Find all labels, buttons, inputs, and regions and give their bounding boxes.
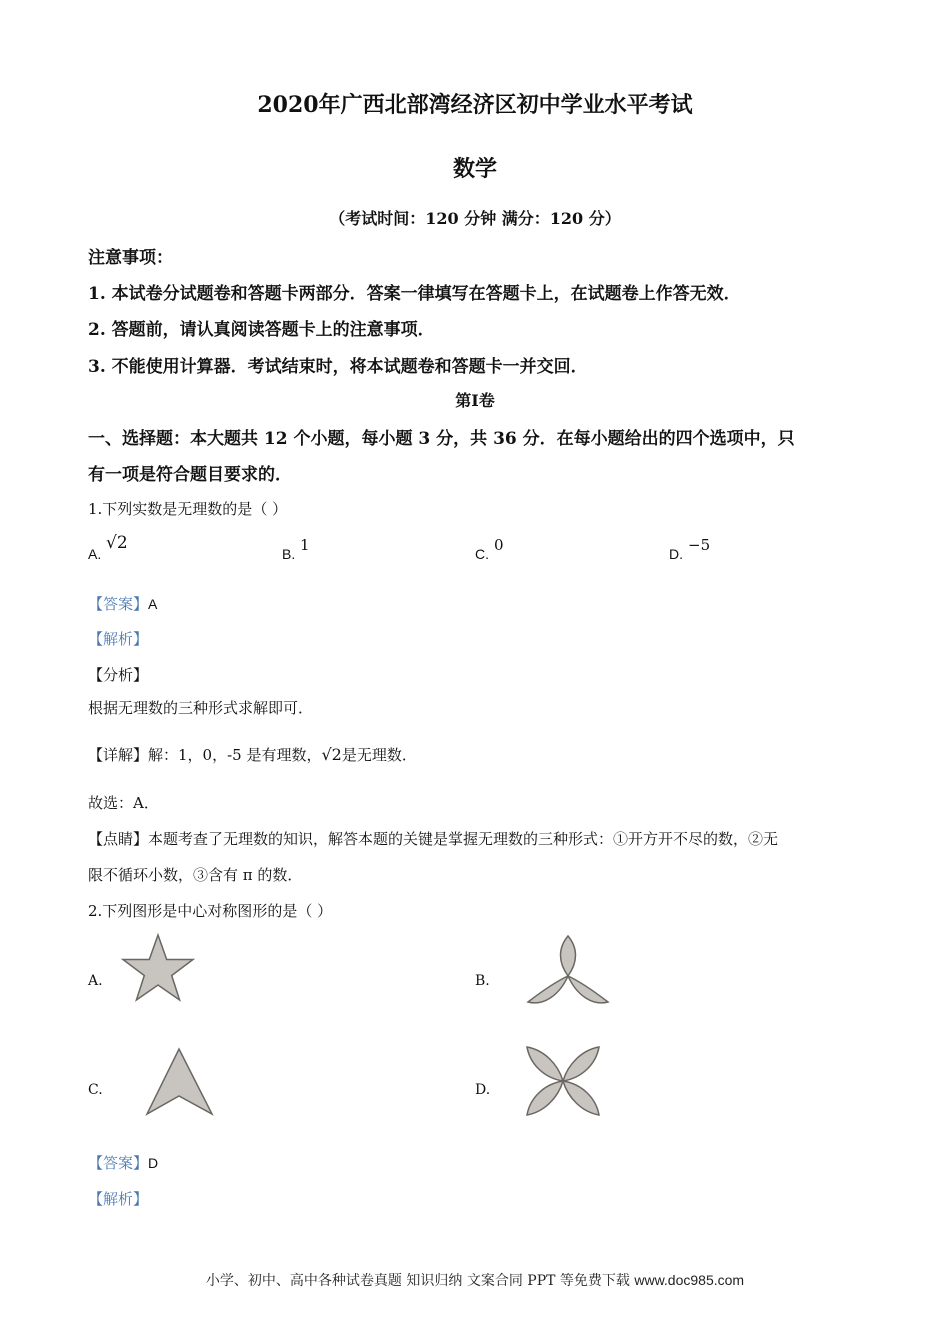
q1-answer [88, 593, 157, 614]
q1-analysis-tag: 【解析】 [88, 630, 149, 648]
page-footer [0, 1270, 950, 1290]
subject-title: 数学 [452, 156, 497, 182]
q1-stem: 1.下列实数是无理数的是（ ） [88, 500, 288, 518]
exam-title: 2020年广西北部湾经济区初中学业水平考试 [257, 92, 693, 118]
exam-info: （考试时间：120 分钟 满分：120 分） [329, 209, 621, 228]
q1-option-c-value: 0 [494, 536, 504, 554]
footer-text: 小学、初中、高中各种试卷真题 知识归纳 文案合同 PPT 等免费下载 [205, 1273, 630, 1289]
three-petal-icon [525, 934, 611, 1006]
dianjing-tag: 【点睛】 [88, 830, 149, 848]
q1-option-c-label: C. [475, 546, 489, 562]
detail-sqrt: √2 [321, 745, 342, 764]
q2-option-d-label: D. [475, 1082, 491, 1098]
q1-option-b-label: B. [282, 546, 296, 562]
q1-dianjing [88, 828, 778, 849]
section-instructions-line-1: 一、选择题：本大题共 12 个小题，每小题 3 分，共 36 分．在每小题给出的四个选项中，只 [88, 429, 795, 449]
detail-pre: 解：1，0，-5 是有理数， [148, 746, 322, 764]
notes-heading: 注意事项： [88, 248, 173, 268]
note-item-1: 1. 本试卷分试题卷和答题卡两部分．答案一律填写在答题卡上，在试题卷上作答无效． [88, 284, 741, 304]
star-icon [120, 932, 196, 1004]
footer-url[interactable]: www.doc985.com [634, 1272, 745, 1288]
q1-fenxi-tag: 【分析】 [88, 666, 149, 684]
arrowhead-icon [144, 1046, 216, 1118]
detail-tag: 【详解】 [88, 746, 149, 764]
answer-tag: 【答案】 [88, 595, 149, 613]
answer-value: A [148, 596, 158, 612]
volume-heading: 第Ⅰ卷 [455, 391, 495, 410]
q1-detail [88, 744, 417, 765]
answer-value: D [148, 1155, 159, 1171]
q1-option-a-value: √2 [106, 533, 128, 553]
q2-analysis-tag: 【解析】 [88, 1190, 149, 1208]
note-item-2: 2. 答题前，请认真阅读答题卡上的注意事项． [88, 320, 435, 340]
q1-fenxi-text: 根据无理数的三种形式求解即可． [88, 699, 314, 717]
answer-tag: 【答案】 [88, 1154, 149, 1172]
q1-option-d-value: −5 [688, 536, 711, 554]
note-item-3: 3. 不能使用计算器．考试结束时，将本试题卷和答题卡一并交回． [88, 357, 588, 377]
q2-option-a-label: A. [88, 973, 103, 989]
q1-option-a-label: A. [88, 546, 102, 562]
q1-choice: 故选：A． [88, 794, 159, 812]
q1-option-b-value: 1 [300, 536, 310, 554]
q2-answer [88, 1152, 158, 1173]
section-instructions-line-2: 有一项是符合题目要求的． [88, 465, 292, 485]
q2-option-c-label: C. [88, 1082, 103, 1098]
q1-dianjing-line-2: 限不循环小数，③含有 π 的数． [88, 866, 303, 884]
detail-post: 是无理数． [341, 746, 417, 764]
dianjing-line-1: 本题考查了无理数的知识，解答本题的关键是掌握无理数的三种形式：①开方开不尽的数，②无 [148, 830, 779, 848]
q2-option-b-label: B. [475, 973, 490, 989]
q1-option-d-label: D. [669, 546, 683, 562]
four-petal-icon [524, 1044, 602, 1118]
q2-stem: 2.下列图形是中心对称图形的是（ ） [88, 902, 333, 920]
